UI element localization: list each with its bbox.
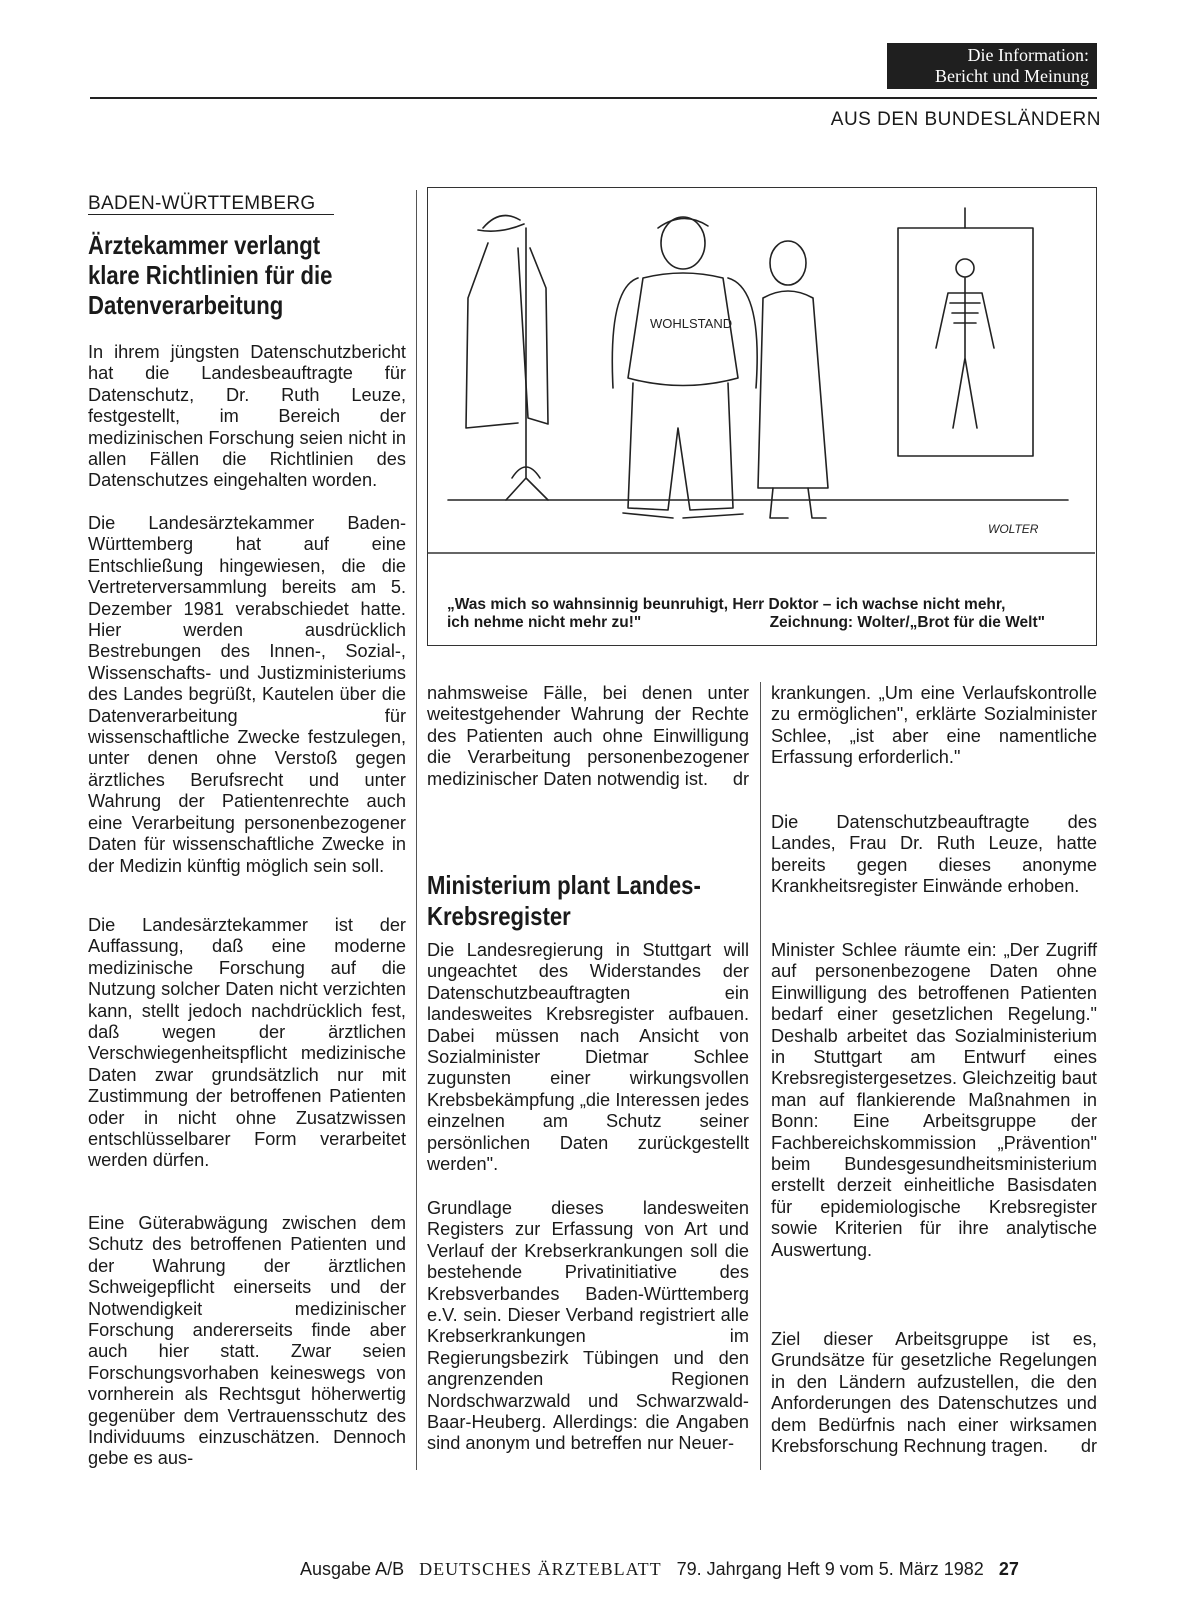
header-label-box <box>887 43 1097 89</box>
article2-author: dr <box>1080 1436 1097 1457</box>
column-rule-right <box>760 682 761 1470</box>
caption-quote-end: ich nehme nicht mehr zu!" <box>447 614 642 631</box>
coat-rack <box>506 228 548 500</box>
article2-paragraph-6: Ziel dieser Arbeitsgruppe ist es, Grundsätze für gesetzliche Regelungen in den Ländern aufzustellen, die den Anforderungen des Datenschutzes und dem Bedürfnis nach einer wirksamen Krebsforschung Rechnung tragen. dr <box>771 1329 1097 1457</box>
header-rule <box>90 97 1097 99</box>
page-number: 27 <box>998 1559 1019 1579</box>
article2-paragraph-2: Grundlage dieses landesweiten Registers zur Erfassung von Art und Verlauf der Krebserkrankungen soll die bestehende Privatinitiative des Krebsverbandes Baden-Württemberg e.V. sein. Dieser Verband registriert alle Krebserkrankungen im Regierungsbezirk Tübingen und den angrenzenden Regionen Nordschwarzwald und Schwarzwald-Baar-Heuberg. Allerdings: die Angaben sind anonym und betreffen nur Neuer- <box>427 1198 749 1454</box>
footer-issue: 79. Jahrgang Heft 9 vom 5. März 1982 <box>676 1559 984 1579</box>
article1-author: dr <box>732 768 749 789</box>
header-label-line1: Die Information: <box>967 45 1089 65</box>
caption-credit: Zeichnung: Wolter/„Brot für die Welt" <box>769 614 1045 631</box>
section-title: AUS DEN BUNDESLÄNDERN <box>830 109 1101 130</box>
footer-masthead: DEUTSCHES ÄRZTEBLATT <box>419 1559 662 1579</box>
article1-headline: Ärztekammer verlangt klare Richtlinien für die Datenverarbeitung <box>88 230 333 320</box>
article2-headline: Ministerium plant Landes-Krebsregister <box>427 870 701 931</box>
caption-line-2 <box>447 614 1045 632</box>
cartoon-signature: WOLTER <box>988 522 1039 536</box>
cartoon-illustration <box>428 188 1095 644</box>
shirt-text: WOHLSTAND <box>650 316 733 331</box>
article2-paragraph-3: krankungen. „Um eine Verlaufskontrolle zu ermöglichen", erklärte Sozialminister Schlee, „ist aber eine namentliche Erfassung erforderlich." <box>771 683 1097 768</box>
cartoon-caption <box>447 596 1077 632</box>
article1-kicker: BADEN-WÜRTTEMBERG <box>88 193 316 214</box>
header-label-line2: Bericht und Meinung <box>935 66 1089 86</box>
cartoon-frame <box>427 187 1097 646</box>
article1-paragraph-1: In ihrem jüngsten Datenschutzbericht hat die Landesbeauftragte für Datenschutz, Dr. Ruth Leuze, festgestellt, im Bereich der medizinischen Forschung seien nicht in allen Fällen die Richtlinien des Datenschutzes eingehalten worden. <box>88 342 406 491</box>
coat <box>466 243 548 428</box>
footer-edition: Ausgabe A/B <box>300 1559 405 1579</box>
article1-paragraph-3: Die Landesärztekammer ist der Auffassung, daß eine moderne medizinische Forschung auf die Nutzung solcher Daten nicht verzichten kann, stellt jedoch nachdrücklich fest, daß wegen der ärztlichen Verschwiegenheitspflicht medizinische Daten zwar grundsätzlich nur mit Zustimmung der betroffenen Patienten oder in nicht ohne Zusatzwissen entschlüsselbarer Form verarbeitet werden dürfen. <box>88 915 406 1171</box>
article1-paragraph-2: Die Landesärztekammer Baden-Württemberg hat auf eine Entschließung hingewiesen, die die Vertreterversammlung bereits am 5. Dezember 1981 verabschiedet hatte. Hier werden ausdrücklich Bestrebungen des Innen-, Sozial-, Wissenschafts- und Justizministeriums des Landes begrüßt, Kautelen über die Datenverarbeitung für wissenschaftliche Zwecke festzulegen, unter denen ohne Verstoß gegen ärztliches Berufsrecht und unter Wahrung der Patientenrechte auch eine Verarbeitung personenbezogener Daten für wissenschaftliche Zwecke in der Medizin künftig möglich sein soll. <box>88 513 406 876</box>
article2-paragraph-4: Die Datenschutzbeauftragte des Landes, Frau Dr. Ruth Leuze, hatte bereits gegen dieses anonyme Krankheitsregister Einwände erhoben. <box>771 812 1097 897</box>
caption-line-1: „Was mich so wahnsinnig beunruhigt, Herr Doktor – ich wachse nicht mehr, <box>447 596 1006 613</box>
article2-paragraph-5: Minister Schlee räumte ein: „Der Zugriff auf personenbezogene Daten ohne Einwilligung des betroffenen Patienten bedarf einer gesetzlichen Regelung." Deshalb arbeitet das Sozialministerium in Stuttgart am Entwurf eines Krebsregistergesetzes. Gleichzeitig baut man auf flankierende Maßnahmen in Bonn: Eine Arbeitsgruppe der Fachbereichskommission „Prävention" beim Bundesgesundheitsministerium erstellt derzeit einheitliche Basisdaten für epidemiologische Krebsregister sowie Kriterien für ihre analytische Auswertung. <box>771 940 1097 1260</box>
article2-paragraph-1: Die Landesregierung in Stuttgart will ungeachtet des Widerstandes der Datenschutzbeauftragten ein landesweites Krebsregister aufbauen. Dabei müssen nach Ansicht von Sozialminister Dietmar Schlee zugunsten einer wirkungsvollen Krebsbekämpfung „die Interessen jedes einzelnen am Schutz seiner persönlichen Daten zurückgestellt werden". <box>427 940 749 1175</box>
column-rule-left <box>416 190 417 1470</box>
kicker-underline <box>88 214 334 215</box>
page-footer <box>300 1559 1019 1580</box>
article1-paragraph-4: Eine Güterabwägung zwischen dem Schutz des betroffenen Patienten und der Wahrung der ärztlichen Schweigepflicht einerseits und der Notwendigkeit medizinischer Forschung andererseits finde aber auch hier statt. Zwar seien Forschungsvorhaben keineswegs von vornherein als Rechtsgut höherwertig gegenüber dem Vertrauensschutz des Individuums einzuschätzen. Dennoch gebe es aus- <box>88 1213 406 1469</box>
hat <box>478 216 524 232</box>
article1-paragraph-5: nahmsweise Fälle, bei denen unter weitestgehender Wahrung der Rechte des Patienten auch ohne Einwilligung die Verarbeitung personenbezogener medizinischer Daten notwendig ist. dr <box>427 683 749 789</box>
